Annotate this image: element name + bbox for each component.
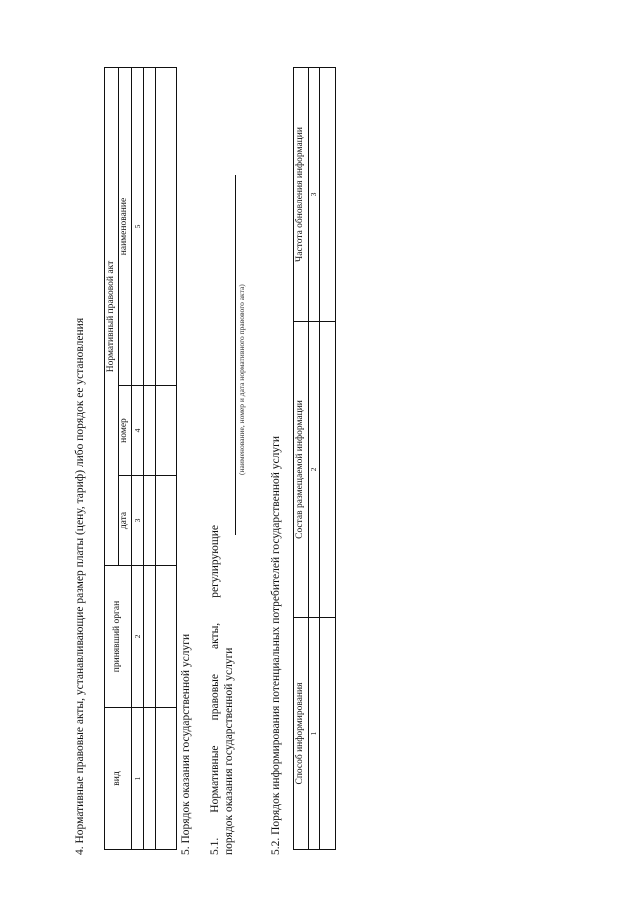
table-row [156, 68, 177, 850]
table-row [320, 68, 336, 850]
table-row [132, 68, 144, 850]
table-cell [320, 322, 336, 618]
word: правовые [209, 674, 221, 721]
word: 5.1. [209, 837, 221, 855]
table-cell [144, 386, 156, 476]
table-header-cell: Частота обновления информации [294, 68, 309, 322]
subsection-5-1-line-1 [208, 525, 222, 855]
table-cell [156, 386, 177, 476]
table-cell [144, 476, 156, 566]
table-header-cell: Состав размещаемой информации [294, 322, 309, 618]
subsection-5-1-line-2: порядок оказания государственной услуги [223, 647, 235, 855]
column-number: 3 [132, 476, 144, 566]
word: регулирующие [209, 525, 221, 598]
table-cell [156, 566, 177, 708]
table-header-cell: дата [119, 476, 132, 566]
column-number: 3 [309, 68, 320, 322]
table-header-cell: вид [105, 708, 132, 850]
table-cell [320, 68, 336, 322]
table-header-cell: номер [119, 386, 132, 476]
column-number: 1 [132, 708, 144, 850]
rotated-content [75, 45, 375, 855]
section-4-heading: 4. Нормативные правовые акты, устанавливающие размер платы (цену, тариф) либо порядок ее установления [74, 317, 86, 855]
table-row [105, 68, 119, 850]
subsection-5-1-text [208, 525, 236, 855]
table-header-cell: Способ информирования [294, 618, 309, 850]
information-table [293, 67, 336, 850]
normative-act-caption: (наименование, номер и дата нормативного правового акта) [237, 284, 246, 475]
table-row [309, 68, 320, 850]
subsection-5-2-heading: 5.2. Порядок информирования потенциальных потребителей государственной услуги [270, 435, 282, 855]
word: Нормативные [209, 745, 221, 813]
table-cell [156, 476, 177, 566]
column-number: 1 [309, 618, 320, 850]
table-cell [320, 618, 336, 850]
word: акты, [209, 622, 221, 649]
normative-acts-table [104, 67, 177, 850]
column-number: 4 [132, 386, 144, 476]
table-group-header: Нормативный правовой акт [105, 68, 119, 566]
table-header-cell: принявший орган [105, 566, 132, 708]
table-cell [144, 566, 156, 708]
column-number: 5 [132, 68, 144, 386]
table-row [294, 68, 309, 850]
fill-in-line [235, 175, 236, 535]
section-5-heading: 5. Порядок оказания государственной услуги [180, 633, 192, 855]
table-row [144, 68, 156, 850]
table-header-cell: наименование [119, 68, 132, 386]
table-cell [144, 68, 156, 386]
column-number: 2 [132, 566, 144, 708]
table-cell [156, 708, 177, 850]
table-cell [156, 68, 177, 386]
column-number: 2 [309, 322, 320, 618]
table-cell [144, 708, 156, 850]
